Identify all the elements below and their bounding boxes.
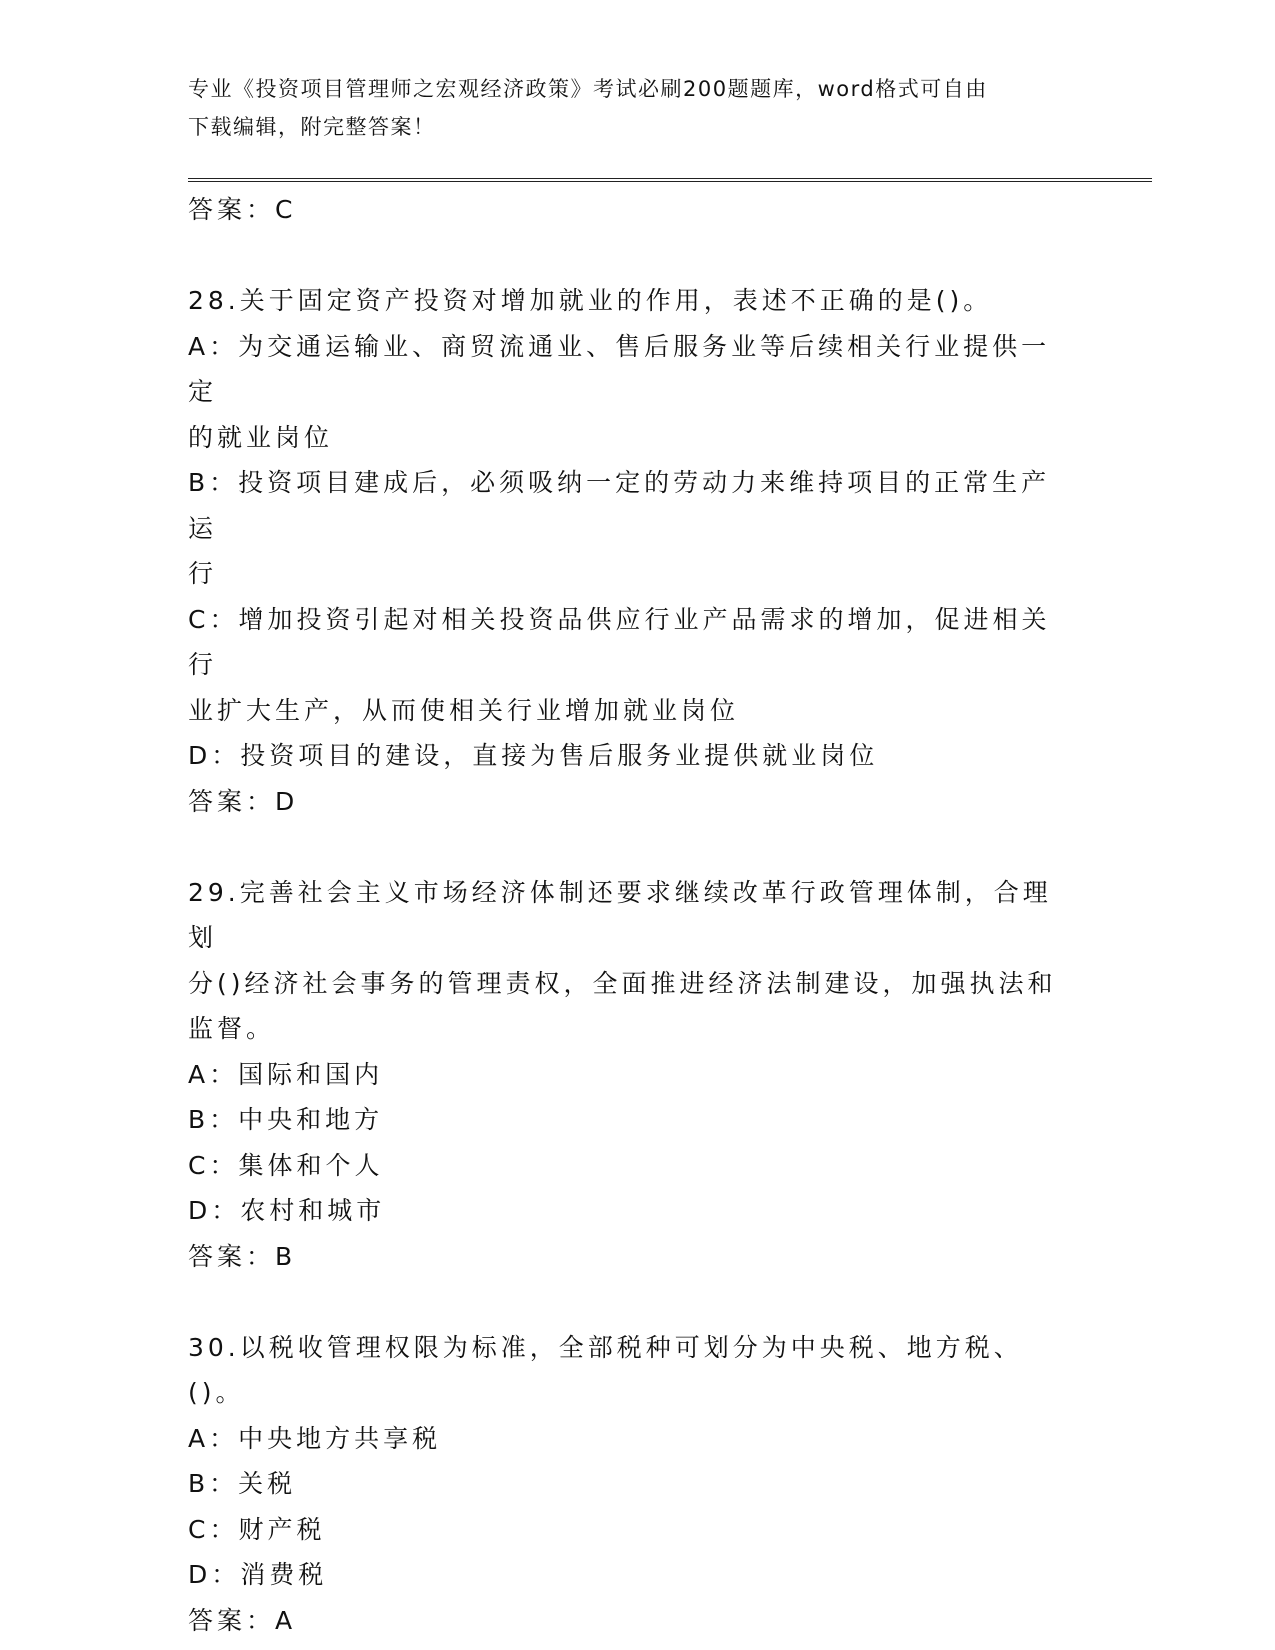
question-28-stem: 28.关于固定资产投资对增加就业的作用，表述不正确的是()。 bbox=[188, 286, 993, 315]
question-list bbox=[188, 187, 1068, 1643]
spacer bbox=[188, 824, 1068, 870]
question-29-answer: 答案：B bbox=[188, 1241, 297, 1271]
question-29 bbox=[188, 870, 1068, 1280]
question-29-stem: 29.完善社会主义市场经济体制还要求继续改革行政管理体制，合理划 bbox=[188, 877, 1052, 952]
header-line-2: 下载编辑，附完整答案！ bbox=[188, 115, 436, 139]
question-30 bbox=[188, 1325, 1068, 1644]
header-line-1: 专业《投资项目管理师之宏观经济政策》考试必刷200题题库，word格式可自由 bbox=[188, 77, 988, 101]
question-28-option-d: D：投资项目的建设，直接为售后服务业提供就业岗位 bbox=[188, 741, 879, 770]
header-divider bbox=[188, 178, 1152, 182]
question-29-stem-end: 监督。 bbox=[188, 1014, 276, 1043]
answer-27: 答案：C bbox=[188, 195, 297, 224]
question-30-stem: 30.以税收管理权限为标准，全部税种可划分为中央税、地方税、()。 bbox=[188, 1332, 1023, 1407]
question-28-option-c-cont: 业扩大生产，从而使相关行业增加就业岗位 bbox=[188, 695, 740, 725]
question-30-option-a: A：中央地方共享税 bbox=[188, 1423, 442, 1453]
question-30-answer: 答案：A bbox=[188, 1605, 297, 1635]
question-29-option-d: D：农村和城市 bbox=[188, 1196, 386, 1225]
question-28 bbox=[188, 278, 1068, 824]
question-28-option-b-cont: 行 bbox=[188, 559, 218, 588]
question-28-option-a-cont: 的就业岗位 bbox=[188, 422, 334, 452]
question-29-stem-cont: 分()经济社会事务的管理责权，全面推进经济法制建设，加强执法和 bbox=[188, 968, 1057, 998]
spacer bbox=[188, 1279, 1068, 1325]
question-30-option-d: D：消费税 bbox=[188, 1560, 328, 1589]
spacer bbox=[188, 233, 1068, 279]
question-30-option-c: C：财产税 bbox=[188, 1514, 326, 1544]
question-28-option-c: C：增加投资引起对相关投资品供应行业产品需求的增加，促进相关行 bbox=[188, 604, 1051, 679]
question-29-option-a: A：国际和国内 bbox=[188, 1059, 384, 1089]
question-28-answer: 答案：D bbox=[188, 786, 299, 816]
question-28-option-b: B：投资项目建成后，必须吸纳一定的劳动力来维持项目的正常生产运 bbox=[188, 468, 1051, 543]
question-29-option-b: B：中央和地方 bbox=[188, 1105, 384, 1134]
question-29-option-c: C：集体和个人 bbox=[188, 1150, 384, 1180]
question-30-option-b: B：关税 bbox=[188, 1469, 297, 1498]
document-header bbox=[188, 70, 1068, 146]
question-28-option-a: A：为交通运输业、商贸流通业、售后服务业等后续相关行业提供一定 bbox=[188, 331, 1051, 406]
